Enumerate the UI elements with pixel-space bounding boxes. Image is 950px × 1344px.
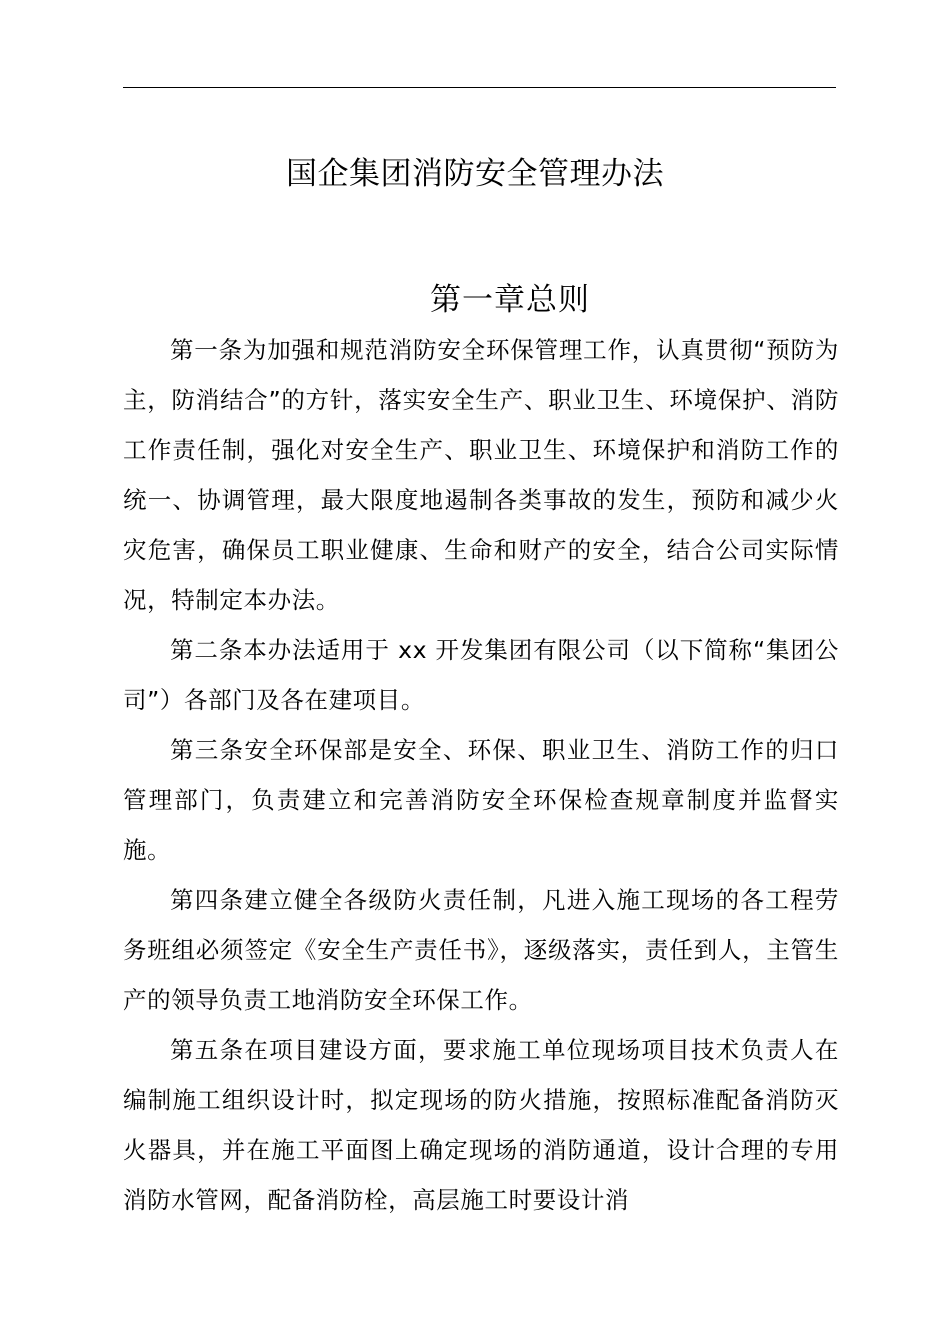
- article-4: 第四条建立健全各级防火责任制，凡进入施工现场的各工程劳务班组必须签定《安全生产责任书》，逐级落实，责任到人，主管生产的领导负责工地消防安全环保工作。: [123, 886, 839, 1014]
- chapter-title: 第一章总则: [430, 282, 590, 318]
- article-3: 第三条安全环保部是安全、环保、职业卫生、消防工作的归口管理部门，负责建立和完善消防安全环保检查规章制度并监督实施。: [123, 736, 839, 864]
- header-rule: [123, 87, 836, 88]
- document-body: [123, 325, 839, 1225]
- article-1: 第一条为加强和规范消防安全环保管理工作，认真贯彻“预防为主，防消结合”的方针，落实安全生产、职业卫生、环境保护、消防工作责任制，强化对安全生产、职业卫生、环境保护和消防工作的统一、协调管理，最大限度地遏制各类事故的发生，预防和减少火灾危害，确保员工职业健康、生命和财产的安全，结合公司实际情况，特制定本办法。: [123, 336, 839, 614]
- article-5: 第五条在项目建设方面，要求施工单位现场项目技术负责人在编制施工组织设计时，拟定现场的防火措施，按照标准配备消防灭火器具，并在施工平面图上确定现场的消防通道，设计合理的专用消防水管网，配备消防栓，高层施工时要设计消: [123, 1036, 839, 1214]
- article-2: 第二条本办法适用于 xx 开发集团有限公司（以下简称“集团公司”）各部门及各在建项目。: [123, 636, 839, 714]
- document-title: 国企集团消防安全管理办法: [286, 156, 664, 192]
